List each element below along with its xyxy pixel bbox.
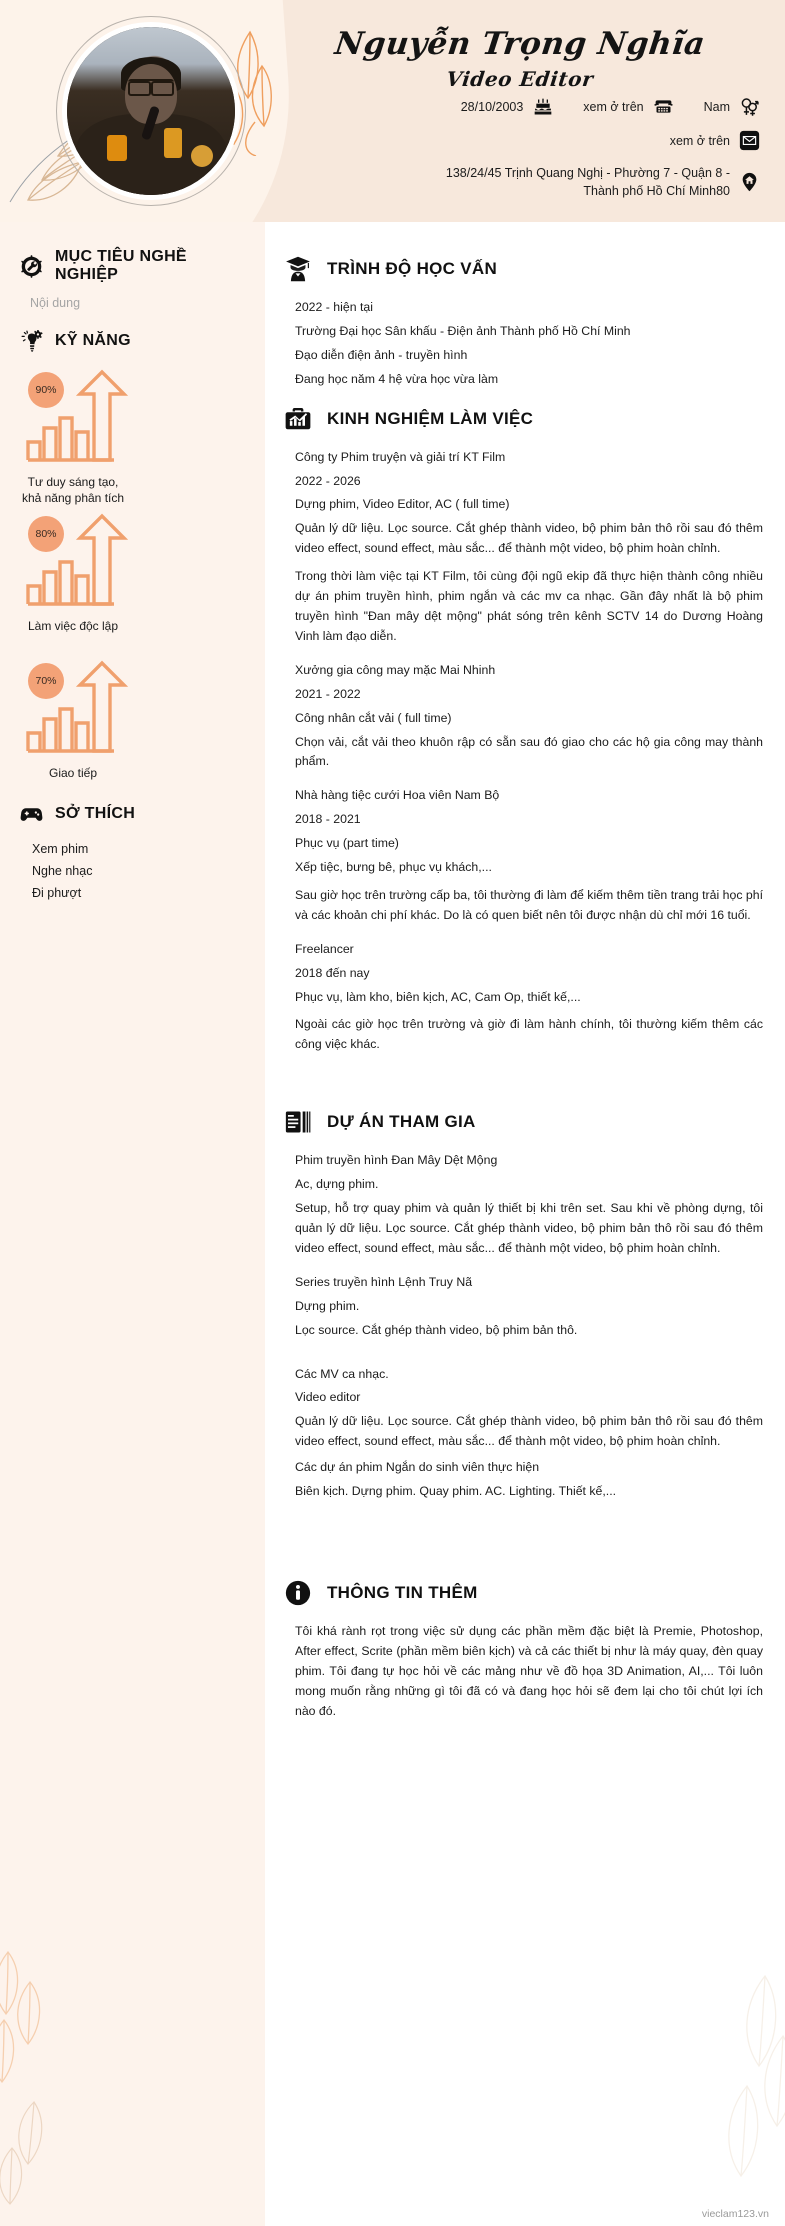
skill-percent-badge: 90% bbox=[28, 372, 64, 408]
section-education-title: TRÌNH ĐỘ HỌC VẤN bbox=[327, 259, 498, 278]
job-period: 2022 - 2026 bbox=[295, 473, 361, 488]
section-skills-header bbox=[18, 328, 247, 354]
job-period: 2021 - 2022 bbox=[295, 686, 361, 701]
section-experience-header bbox=[283, 404, 763, 434]
project-role: Ac, dựng phim. bbox=[295, 1177, 379, 1192]
section-skills-title: KỸ NĂNG bbox=[55, 332, 131, 349]
gender-pair bbox=[704, 96, 760, 117]
main-content bbox=[265, 222, 785, 2226]
job-period: 2018 - 2021 bbox=[295, 812, 361, 827]
skill-chart bbox=[18, 366, 128, 470]
home-pin-icon bbox=[739, 172, 760, 193]
gamepad-icon bbox=[18, 801, 44, 827]
education-line: Đang học năm 4 hệ vừa học vừa làm bbox=[295, 371, 499, 386]
skill-chart bbox=[18, 510, 128, 614]
hobbies-list bbox=[32, 839, 247, 905]
hobby-item: Nghe nhạc bbox=[32, 863, 93, 878]
project-role: Video editor bbox=[295, 1390, 361, 1405]
job-description: Quản lý dữ liệu. Lọc source. Cắt ghép thành video, bộ phim bản thô rồi sau đó thêm video effect, sound effect, màu sắc... để thành một video, bộ phim hoàn chỉnh. bbox=[295, 521, 763, 556]
job-description: Chọn vải, cắt vải theo khuôn rập có sẵn sau đó giao cho các hộ gia công may thành phẩm. bbox=[295, 734, 763, 769]
project-role: Biên kịch. Dựng phim. Quay phim. AC. Lighting. Thiết kế,... bbox=[295, 1484, 617, 1499]
project-item bbox=[295, 1458, 763, 1502]
contact-info bbox=[270, 96, 770, 213]
graduate-cap-icon bbox=[283, 254, 313, 284]
job-company: Xưởng gia công may mặc Mai Nhinh bbox=[295, 662, 496, 677]
leaf-decoration-bottom-icon bbox=[0, 1946, 110, 2106]
additional-content: Tôi khá rành rọt trong việc sử dụng các phần mềm đặc biệt là Premie, Photoshop, After effect, Scrite (phần mềm biên kịch) và cả các thiết bị như là máy quay, đèn quay phim. Tôi đang tự học hỏi về các mảng như về đồ họa 3D Animation, AI,... Tôi luôn mong muốn rằng những gì tôi đã có và đang học hỏi sẽ đem lại cho tôi chút lợi ích nào đó. bbox=[295, 1623, 763, 1718]
gender-value: Nam bbox=[703, 99, 730, 114]
skill-item bbox=[18, 510, 128, 634]
avatar bbox=[62, 22, 240, 200]
skill-item bbox=[18, 657, 128, 781]
skill-percent-badge: 80% bbox=[28, 516, 64, 552]
job-role: Phục vụ (part time) bbox=[295, 836, 399, 851]
birthday-pair bbox=[461, 96, 554, 117]
footer-credit: vieclam123.vn bbox=[701, 2208, 769, 2220]
contact-row-2 bbox=[270, 130, 760, 151]
project-role: Dựng phim. bbox=[295, 1298, 360, 1313]
name-block bbox=[270, 26, 770, 91]
job-period: 2018 đến nay bbox=[295, 965, 370, 980]
project-item bbox=[295, 1365, 763, 1453]
briefcase-chart-icon bbox=[283, 404, 313, 434]
skill-chart bbox=[18, 657, 128, 761]
leaf-decoration-right-bottom-icon bbox=[655, 1966, 785, 2186]
objective-content: Nội dung bbox=[30, 296, 81, 310]
section-projects-title: DỰ ÁN THAM GIA bbox=[327, 1112, 476, 1132]
experience-job bbox=[295, 661, 763, 773]
hobby-item: Xem phim bbox=[32, 841, 89, 856]
section-projects-header bbox=[283, 1107, 763, 1137]
skills-list bbox=[18, 366, 247, 781]
skill-item bbox=[18, 366, 128, 506]
cv-header bbox=[0, 0, 785, 222]
project-item bbox=[295, 1151, 763, 1259]
project-item bbox=[295, 1273, 763, 1341]
address-value: 138/24/45 Trịnh Quang Nghị - Phường 7 - Quận 8 - Thành phố Hồ Chí Minh80 bbox=[445, 166, 730, 199]
education-line: 2022 - hiện tại bbox=[295, 300, 373, 314]
experience-job bbox=[295, 786, 763, 925]
project-description: Quản lý dữ liệu. Lọc source. Cắt ghép thành video, bộ phim bản thô rồi sau đó thêm video effect, sound effect, màu sắc... để thành một video, bộ phim hoàn chỉnh. bbox=[295, 1414, 763, 1449]
job-description: Xếp tiệc, bưng bê, phục vụ khách,... bbox=[295, 860, 492, 875]
job-description: Trong thời làm việc tại KT Film, tôi cùng đội ngũ ekip đã thực hiện thành công nhiều dự án phim truyền hình, phim ngắn và các mv ca nhạc. Gần đây nhất là bộ phim truyền hình "Đan mây dệt mộng" phát sóng trên kênh SCTV 14 do Dương Hoàng Vinh làm đạo diễn. bbox=[295, 569, 763, 643]
job-description: Sau giờ học trên trường cấp ba, tôi thường đi làm để kiếm thêm tiền trang trải học phí và các khoản chi phí khác. Do là có quen biết nên tôi được nhận dù chỉ mới 16 tuổi. bbox=[295, 887, 763, 922]
section-education-header bbox=[283, 254, 763, 284]
education-body bbox=[295, 298, 763, 390]
experience-job bbox=[295, 448, 763, 647]
experience-job bbox=[295, 940, 763, 1056]
email-value: xem ở trên bbox=[669, 133, 730, 148]
candidate-name: Nguyễn Trọng Nghĩa bbox=[332, 26, 708, 62]
clipboard-list-icon bbox=[283, 1107, 313, 1137]
contact-row-1 bbox=[270, 96, 760, 117]
contact-row-3 bbox=[270, 164, 760, 200]
section-experience-title: KINH NGHIỆM LÀM VIỆC bbox=[327, 408, 534, 428]
address-pair bbox=[430, 164, 760, 200]
skill-percent-badge: 70% bbox=[28, 663, 64, 699]
job-company: Nhà hàng tiệc cưới Hoa viên Nam Bộ bbox=[295, 788, 500, 803]
job-role: Công nhân cắt vải ( full time) bbox=[295, 710, 452, 725]
birthday-value: 28/10/2003 bbox=[460, 99, 524, 114]
section-hobbies-header bbox=[18, 801, 247, 827]
section-objective-header bbox=[18, 248, 247, 284]
job-description: Ngoài các giờ học trên trường và giờ đi làm hành chính, tôi thường kiếm thêm các công việc khác. bbox=[295, 1017, 763, 1052]
job-role: Dựng phim, Video Editor, AC ( full time) bbox=[295, 497, 510, 512]
phone-pair bbox=[583, 96, 673, 117]
gender-icon bbox=[739, 96, 760, 117]
skill-label: Tư duy sáng tạo, khả năng phân tích bbox=[21, 475, 125, 506]
project-name: Các dự án phim Ngắn do sinh viên thực hiện bbox=[295, 1460, 540, 1475]
sidebar bbox=[0, 222, 265, 2226]
envelope-icon bbox=[739, 130, 760, 151]
additional-body bbox=[295, 1622, 763, 1722]
cv-body bbox=[0, 222, 785, 2226]
candidate-job-title: Video Editor bbox=[445, 67, 595, 91]
gear-wrench-icon bbox=[18, 253, 44, 279]
telephone-icon bbox=[653, 96, 674, 117]
section-additional-title: THÔNG TIN THÊM bbox=[327, 1582, 478, 1602]
birthday-cake-icon bbox=[532, 96, 553, 117]
skill-label: Làm việc độc lập bbox=[27, 619, 119, 634]
section-objective-title: MỤC TIÊU NGHỀ NGHIỆP bbox=[55, 248, 187, 283]
job-company: Công ty Phim truyện và giải trí KT Film bbox=[295, 449, 506, 464]
info-circle-icon bbox=[283, 1578, 313, 1608]
project-name: Series truyền hình Lệnh Truy Nã bbox=[295, 1274, 473, 1289]
education-line: Đạo diễn điện ảnh - truyền hình bbox=[295, 347, 468, 362]
job-description: Phục vụ, làm kho, biên kịch, AC, Cam Op, thiết kế,... bbox=[295, 989, 581, 1004]
project-description: Setup, hỗ trợ quay phim và quản lý thiết bị khi trên set. Sau khi về phòng dựng, tôi quản lý dữ liệu. Lọc source. Cắt ghép thành video, bộ phim bản thô rồi sau đó thêm video effect, sound effect, màu sắc... để thành một video, bộ phim hoàn chỉnh. bbox=[295, 1201, 763, 1255]
section-additional-header bbox=[283, 1578, 763, 1608]
education-line: Trường Đại học Sân khấu - Điện ảnh Thành phố Hồ Chí Minh bbox=[295, 323, 631, 338]
lightbulb-gear-icon bbox=[18, 328, 44, 354]
project-name: Phim truyền hình Đan Mây Dệt Mộng bbox=[295, 1153, 498, 1168]
hobby-item: Đi phượt bbox=[32, 885, 82, 900]
project-description: Lọc source. Cắt ghép thành video, bộ phim bản thô. bbox=[295, 1322, 578, 1337]
job-company: Freelancer bbox=[295, 941, 354, 956]
section-hobbies-title: SỞ THÍCH bbox=[55, 804, 136, 822]
phone-value: xem ở trên bbox=[583, 99, 644, 114]
email-pair bbox=[670, 130, 760, 151]
project-name: Các MV ca nhạc. bbox=[295, 1366, 389, 1381]
leaf-decoration-bottom2-icon bbox=[0, 2098, 100, 2208]
skill-label: Giao tiếp bbox=[48, 765, 98, 780]
